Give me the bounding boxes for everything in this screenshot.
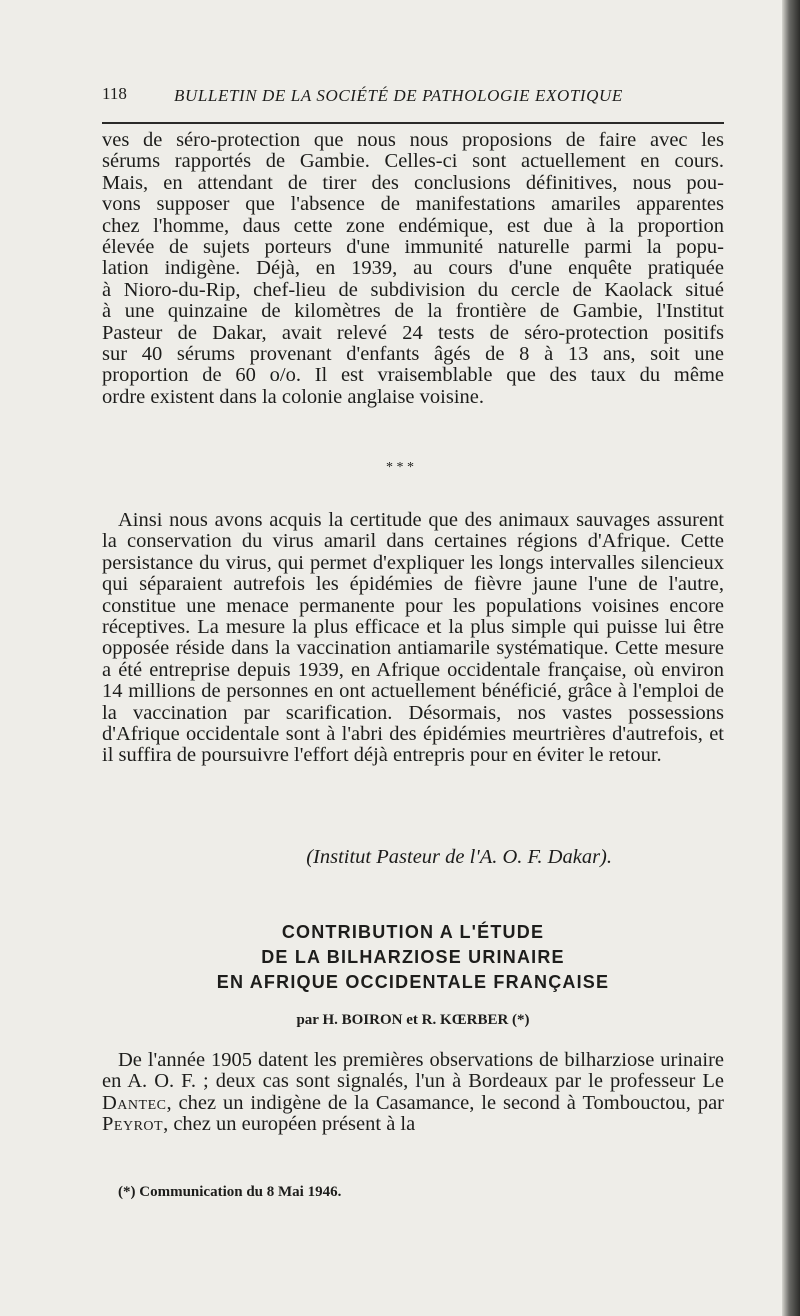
paragraph-1-line: à Nioro-du-Rip, chef-lieu de subdivision du cercle de Kaolack situé xyxy=(102,278,724,301)
article-title-line-3: EN AFRIQUE OCCIDENTALE FRANÇAISE xyxy=(216,972,610,992)
paragraph-1-line: vons supposer que l'absence de manifestations amariles apparentes xyxy=(102,193,724,216)
paragraph-1-text xyxy=(102,130,724,408)
paragraph-2-text: Ainsi nous avons acquis la certitude que des animaux sauvages assurent la conservation du virus amaril dans certaines régions d'Afrique. Cette persistance du virus, qui permet d'expliquer les longs intervalles silencieux qui séparaient autrefois les épidémies de fièvre jaune l'une de l'autre, constitue une menace permanente pour les populations voisines encore réceptives. La mesure la plus efficace et la plus simple qui puisse lui être opposée réside dans la vaccination antiamarile systématique. Cette mesure a été entreprise depuis 1939, en Afrique occidentale française, où environ 14 millions de personnes en ont actuellement bénéficié, grâce à l'emploi de la vaccination par scarification. Désormais, nos vastes possessions d'Afrique occidentale sont à l'abri des épidémies meurtrières d'autrefois, et il suffira de poursuivre l'effort déjà entrepris pour en éviter le retour. xyxy=(102,509,724,767)
author-name-peyrot: Peyrot xyxy=(102,1113,164,1136)
paragraph-1-line: à une quinzaine de kilomètres de la frontière de Gambie, l'Institut xyxy=(102,300,724,323)
article-title xyxy=(102,920,724,995)
page-number: 118 xyxy=(102,84,127,103)
paragraph-1-line: sérums rapportés de Gambie. Celles-ci sont actuellement en cours. xyxy=(102,150,724,173)
page-header xyxy=(102,78,724,108)
article-title-line-2: DE LA BILHARZIOSE URINAIRE xyxy=(261,947,565,967)
paragraph-1-line: ordre existent dans la colonie anglaise voisine. xyxy=(102,385,484,408)
paragraph-1-line: chez l'homme, daus cette zone endémique, est due à la proportion xyxy=(102,214,724,237)
paragraph-1-line: élevée de sujets porteurs d'une immunité naturelle parmi la popu- xyxy=(102,236,724,259)
article-title-line-1: CONTRIBUTION A L'ÉTUDE xyxy=(281,922,545,942)
article-authors: par H. BOIRON et R. KŒRBER (*) xyxy=(296,1012,530,1028)
paragraph-1-line: ves de séro-protection que nous nous proposions de faire avec les xyxy=(102,129,724,151)
running-title: BULLETIN DE LA SOCIÉTÉ DE PATHOLOGIE EXOTIQUE xyxy=(174,86,623,105)
author-name-dantec: Dantec xyxy=(102,1091,167,1114)
section-asterism: * * * xyxy=(386,460,414,475)
footnote: (*) Communication du 8 Mai 1946. xyxy=(118,1184,342,1200)
scan-page-edge xyxy=(782,0,800,1316)
paragraph-yellow-fever-serology xyxy=(102,130,724,408)
paragraph-3-part-2: , chez un indigène de la Casamance, le second à Tombouctou, par xyxy=(166,1091,724,1114)
paragraph-vaccination xyxy=(102,510,724,767)
paragraph-1-line: lation indigène. Déjà, en 1939, au cours d'une enquête pratiquée xyxy=(102,257,724,280)
paragraph-1-line: proportion de 60 o/o. Il est vraisemblable que des taux du même xyxy=(102,364,724,387)
paragraph-bilharziosis-history xyxy=(102,1050,724,1136)
paragraph-3-part-1: De l'année 1905 datent les premières observations de bilharziose urinaire en A. O. F. ; deux cas sont signalés, l'un à Bordeaux par le professeur Le xyxy=(102,1049,724,1093)
paragraph-3-part-3: , chez un européen présent à la xyxy=(163,1113,416,1136)
header-rule xyxy=(102,122,724,124)
paragraph-1-line: Pasteur de Dakar, avait relevé 24 tests de séro-protection positifs xyxy=(102,321,724,344)
institution-signature: (Institut Pasteur de l'A. O. F. Dakar). xyxy=(306,846,612,868)
paragraph-3-text xyxy=(102,1050,724,1136)
paragraph-1-line: sur 40 sérums provenant d'enfants âgés de 8 à 13 ans, soit une xyxy=(102,343,724,366)
paragraph-1-line: Mais, en attendant de tirer des conclusions définitives, nous pou- xyxy=(102,171,724,194)
